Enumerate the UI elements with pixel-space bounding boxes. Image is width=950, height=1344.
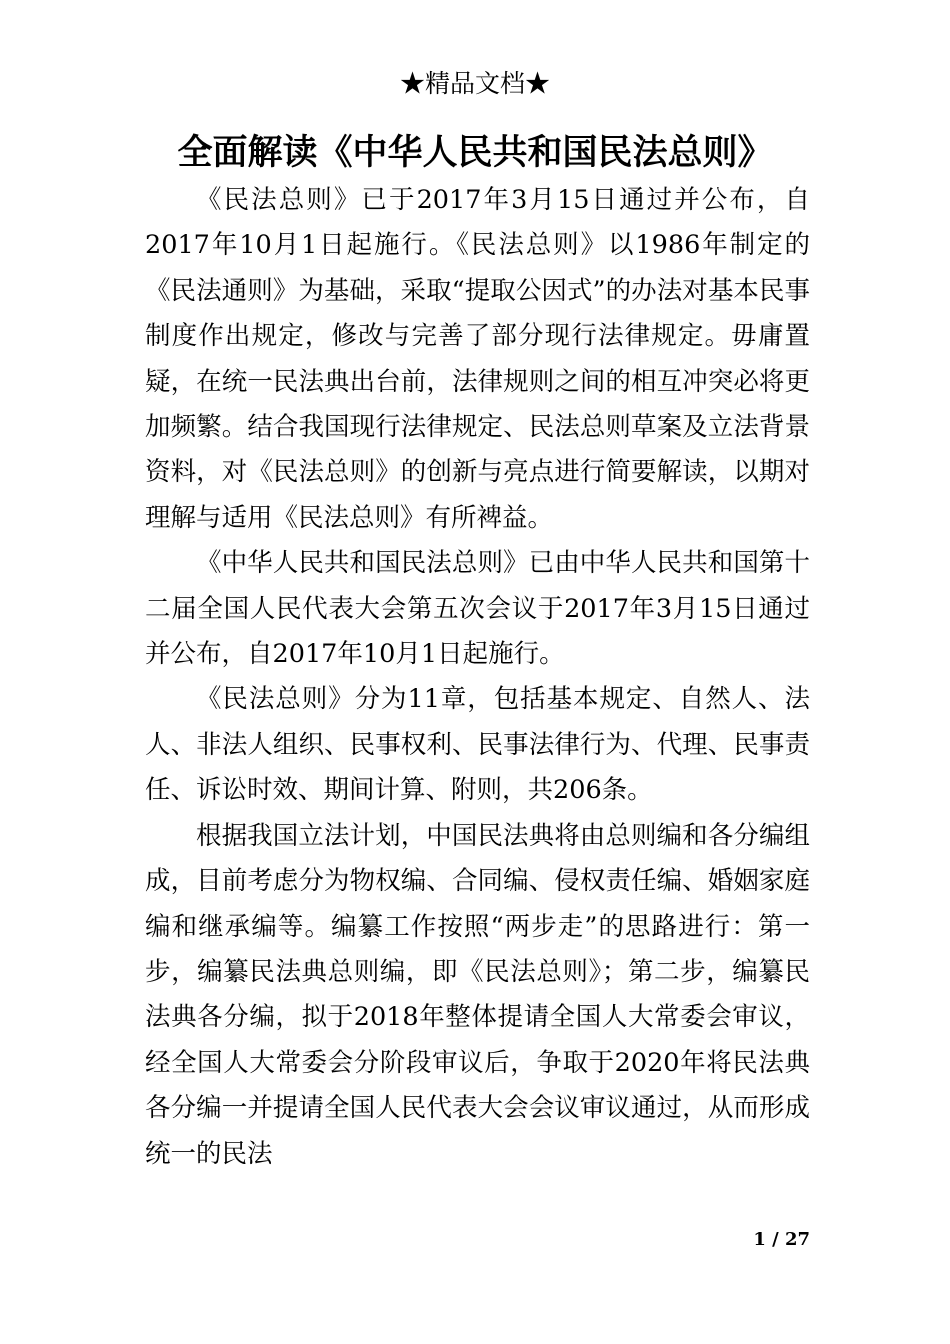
page-number: 1 / 27 xyxy=(753,1229,810,1250)
paragraph-4: 根据我国立法计划，中国民法典将由总则编和各分编组成，目前考虑分为物权编、合同编、侵权责任编、婚姻家庭编和继承编等。编纂工作按照“两步走”的思路进行：第一步，编纂民法典总则编，即《民法总则》；第二步，编纂民法典各分编，拟于2018年整体提请全国人大常委会审议，经全国人大常委会分阶段审议后，争取于2020年将民法典各分编一并提请全国人民代表大会会议审议通过，从而形成统一的民法 xyxy=(145,820,810,1169)
document-header: ★精品文档★ xyxy=(399,69,550,98)
document-body xyxy=(145,178,810,1177)
paragraph-1: 《民法总则》已于2017年3月15日通过并公布，自2017年10月1日起施行。《民法总则》以1986年制定的《民法通则》为基础，采取“提取公因式”的办法对基本民事制度作出规定，修改与完善了部分现行法律规定。毋庸置疑，在统一民法典出台前，法律规则之间的相互冲突必将更加频繁。结合我国现行法律规定、民法总则草案及立法背景资料，对《民法总则》的创新与亮点进行简要解读，以期对理解与适用《民法总则》有所裨益。 xyxy=(145,185,810,533)
paragraph-3: 《民法总则》分为11章，包括基本规定、自然人、法人、非法人组织、民事权利、民事法律行为、代理、民事责任、诉讼时效、期间计算、附则，共206条。 xyxy=(145,684,810,806)
document-title: 全面解读《中华人民共和国民法总则》 xyxy=(177,132,773,173)
paragraph-2: 《中华人民共和国民法总则》已由中华人民共和国第十二届全国人民代表大会第五次会议于2017年3月15日通过并公布，自2017年10月1日起施行。 xyxy=(145,548,810,670)
